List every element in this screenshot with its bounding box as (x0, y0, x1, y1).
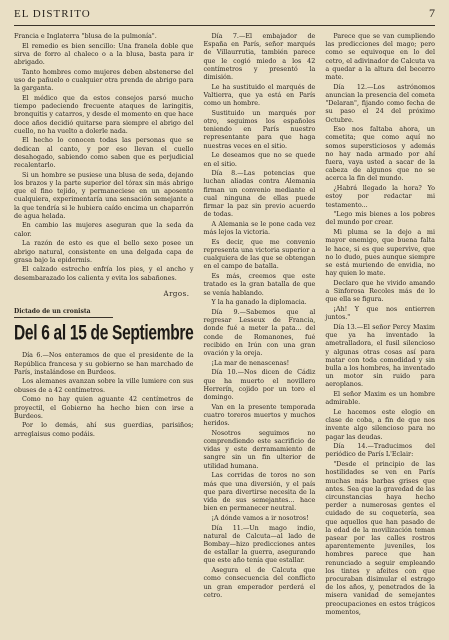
paragraph: El calzado estrecho enfría los pies, y el ancho y desembarazado los calienta y evita los sabañones. (14, 265, 194, 282)
paragraph: Sustituido un marqués por otro, seguimos los españoles teniendo en París nuestro representante para que haga nuestras veces en el sitio. (203, 108, 316, 150)
paragraph: Le hacemos este elogio en clase de coba, a fin de que nos invente algo silencioso para no pagar las deudas. (325, 407, 435, 441)
section-title: Del 6 al 15 de Septiembre (14, 322, 194, 346)
paragraph: Día 10.—Nos dicen de Cádiz que ha muerto el novillero Herrerín, cojido por un toro el domingo. (203, 368, 316, 402)
paragraph: Parece que se van cumpliendo las predicciones del mago; pero como se equivoque en lo del cetro, el adivinador de Calcuta va a quedar a la altura del becerro mate. (325, 32, 435, 82)
paragraph: Le deseamos que no se quede en el sitio. (203, 151, 316, 168)
column-2 (203, 32, 315, 632)
paragraph: Tanto hombres como mujeres deben abstenerse del uso de pañuelo o cualquier otra prenda de abrigo para la garganta. (14, 67, 194, 93)
paragraph: Eso nos faltaba ahora, un cometita; que como aquí no somos supersticiosos y además no hay nada armado por ahí fuera, vaya usted a sacar de la cabeza de algunos que no se acerca la fin del mundo. (325, 125, 435, 183)
paragraph: El remedio es bien sencillo: Una franela doble que sirva de forro al chaleco o a la blusa, basta para ir abrigado. (14, 41, 194, 67)
paragraph: Día 12.—Los astrónomos anuncian la presencia del cometa "Delaran", fijando como fecha de su paso el 24 del próximo Octubre. (325, 82, 435, 124)
columns (14, 32, 435, 632)
paragraph: ¿Habrá llegado la hora? Yo estoy por redactar mi testamento... (325, 184, 435, 209)
column-3 (325, 32, 435, 632)
paragraph: Las corridas de toros no son más que una diversión, y el país que para divertirse necesita de la vida de sus semejantes... hace bien en permanecer neutral. (203, 471, 316, 513)
paragraph: Mi pluma se la dejo a mi mayor enemigo, que buena falta le hace, si es que supervive, que no lo dudo, pues aunque siempre se está muriendo de envidia, no hay quien lo mate. (325, 228, 435, 278)
paragraph: Como no hay quien aguante 42 centímetros de proyectil, el Gobierno ha hecho bien con irse a Burdeos. (14, 395, 194, 420)
paragraph: ¡A dónde vamos a ir nosotros! (211, 513, 309, 522)
paragraph: "Lego mis bienes a los pobres del mundo por crear. (325, 210, 435, 227)
paragraph: Día 11.—Un mago indio, natural de Calcuta—al lado de Bombay—hizo predicciones antes de estallar la guerra, asegurando que este año tenía que estallar. (203, 523, 316, 565)
paragraph: Los alemanes avanzan sobre la ville lumiere con sus obuses de a 42 centímetros. (14, 377, 194, 394)
paragraph: Día 6.—Nos enteramos de que el presidente de la República francesa y su gobierno se han marchado de París, instalándose en Burdeos. (14, 351, 194, 376)
paragraph: Día 14.—Traducimos del periódico de París L'Eclair: (325, 442, 435, 459)
paragraph: El señor Maxim es un hombre admirable. (325, 390, 435, 407)
paragraph: Asegura el de Calcuta que como consecuencia del conflicto un gran emperador perderá el cetro. (203, 566, 316, 599)
paragraph: Declaro que he vivido amando a Sinforosa Recoles más de lo que ella se figura. (325, 278, 435, 304)
paragraph: Día 9.—Sabemos que al regresar Lesseux de Francia, donde fué a meter la pata... del conde de Romanones, fué recibido en Irún con una gran ovación y la oreja. (203, 308, 316, 358)
paragraph: En cambio las mujeres aseguran que la seda da calor. (14, 221, 194, 238)
paragraph: Día 13.—El señor Percy Maxim que ya ha inventado la ametralladora, el fusil silencioso y algunas otras cosas así para matar con toda comodidad y sin bulla a los hombres, ha inventado un motor sin ruido para aeroplanos. (325, 322, 435, 389)
section-rule (14, 317, 113, 318)
paragraph: Día 8.—Las potencias que luchan aliadas contra Alemania firman un convenio mediante el cual ninguna de ellas puede firmar la paz sin previo acuerdo de todas. (203, 169, 316, 219)
header-rule (14, 25, 435, 26)
column-1 (14, 32, 193, 632)
paragraph: "Desde el principio de las hostilidades se ven en París muchas más barbas grises que antes. Sea que la gravedad de las circunstancias haya hecho perder a numerosas gentes el cuidado de su coquetería, sea que aquellos que han pasado de la edad de la movilización teman pasear por las calles rostros aparentemente juveniles, los hombres parece que han renunciado a seguir empleando los tintes y afeites con que procuraban disimular el estrago de los años, y, penetrados de la misera vanidad de semejantes preocupaciones en estos trágicos momentos, (325, 460, 435, 616)
paragraph: Día 7.—El embajador de España en París, señor marqués de Villaurrutia, también parece que le cogió miedo a los 42 centímetros y presentó la dimisión. (203, 32, 316, 82)
paragraph: El médico que da estos consejos parsó mucho tiempo padeciendo frecuente ataques de laringitis, bronquitis y catarros, y desde el momento en que hace doce años decidió quitarse para siempre el abrigo del cuello, no ha vuelto a dolerle nada. (14, 93, 194, 135)
paragraph: Y la ha ganado la diplomacia. (211, 298, 307, 307)
paragraph: Si un hombre se pusiese una blusa de seda, dejando los brazos y la parte superior del tórax sin más abrigo que el fino tejido, y permaneciese en un aposento cualquiera, experimentaría una sensación semejante a la que tendría si le hubiera caído encima un chaparrón de agua helada. (14, 170, 194, 220)
paragraph: Es más, creemos que este tratado es la gran batalla de que se venía hablando. (203, 272, 316, 297)
paragraph: Van en la presente temporada cuatro toreros muertos y muchos heridos. (203, 402, 316, 428)
paragraph: ¡La mar de nenascenas! (211, 358, 290, 367)
paragraph: El hecho lo conocen todas las personas que se dedican al canto, y por eso llevan el cuello desahogado, sabiendo como saben que es perjudicial recalentarlo. (14, 136, 194, 170)
section-label: Dictado de un cronista (14, 308, 91, 316)
paragraph: A Alemania se le pone cada vez más lejos la victoria. (203, 219, 316, 237)
paragraph: La razón de esto es que el bello sexo posee un abrigo natural, consistente en una delgada capa de grasa bajo la epidermis. (14, 239, 194, 264)
paragraph: ¡Ah! Y que nos entierren juntos." (325, 305, 435, 322)
paragraph: Francia e Inglaterra "blusa de la pulmonía". (14, 32, 157, 40)
paragraph: Nosotros seguimos no comprendiendo este sacrificio de vidas y este derramamiento de sangre sin un fin ulterior de utilidad humana. (203, 428, 316, 470)
page-number: 7 (429, 6, 435, 20)
page-header (14, 6, 435, 22)
paragraph: Es decir, que me convenio representa una victoria superior a cualquiera de las que se obtengan en el campo de batalla. (203, 237, 316, 271)
paragraph: Le ha sustituido el marqués de Valtierra, que ya está en París como un hombre. (203, 82, 316, 108)
paragraph: Por lo demás, ahí sus guerdias, parisiños; arreglaisus como podáis. (14, 421, 194, 438)
newspaper-title: EL DISTRITO (14, 8, 91, 20)
author-signature: Argos. (163, 289, 190, 298)
